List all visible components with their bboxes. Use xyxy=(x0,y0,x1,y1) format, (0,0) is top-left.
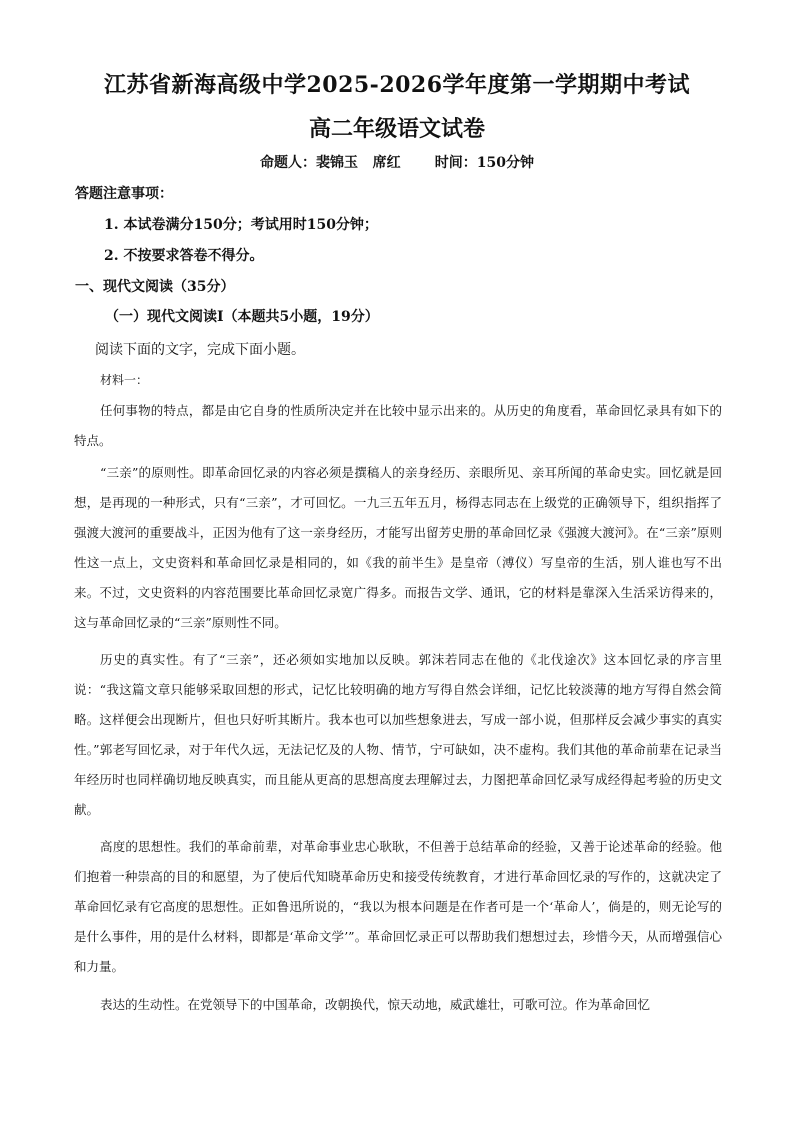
paragraph-intro: 任何事物的特点，都是由它自身的性质所决定并在比较中显示出来的。从历史的角度看，革命回忆录具有如下的特点。 xyxy=(74,403,722,448)
subsection-heading: （一）现代文阅读Ⅰ（本题共5小题，19分） xyxy=(105,309,379,325)
paragraph-authenticity: 历史的真实性。有了“三亲”，还必须如实地加以反映。郭沫若同志在他的《北伐途次》这本回忆录的序言里说：“我这篇文章只能够采取回想的形式，记忆比较明确的地方写得自然会详细，记忆比较淡薄的地方写得自然会简略。这样便会出现断片，但也只好听其断片。我本也可以加些想象进去，写成一部小说，但那样反会减少事实的真实性。”郭老写回忆录，对于年代久远，无法记忆及的人物、情节，宁可缺如，决不虚构。我们其他的革命前辈在记录当年经历时也同样确切地反映真实，而且能从更高的思想高度去理解过去，力图把革命回忆录写成经得起考验的历史文献。 xyxy=(74,652,722,817)
material-label: 材料一： xyxy=(100,373,149,387)
note-item-1: 1. 本试卷满分150分；考试用时150分钟； xyxy=(104,217,378,233)
reading-instruction: 阅读下面的文字，完成下面小题。 xyxy=(95,342,305,358)
exam-title: 江苏省新海高级中学2025-2026学年度第一学期期中考试 xyxy=(103,72,691,98)
paragraph-ideology: 高度的思想性。我们的革命前辈，对革命事业忠心耿耿，不但善于总结革命的经验，又善于论述革命的经验。他们抱着一种崇高的目的和愿望，为了使后代知晓革命历史和接受传统教育，才进行革命回忆录的写作的，这就决定了革命回忆录有它高度的思想性。正如鲁迅所说的，“我以为根本问题是在作者可是一个‘革命人’，倘是的，则无论写的是什么事件，用的是什么材料，即都是‘革命文学’”。革命回忆录正可以帮助我们想想过去，珍惜今天，从而增强信心和力量。 xyxy=(74,839,722,974)
exam-byline: 命题人：裴锦玉 席红 时间：150分钟 xyxy=(260,155,534,171)
paragraph-vividness: 表达的生动性。在党领导下的中国革命，改朝换代，惊天动地，威武雄壮，可歌可泣。作为革命回忆 xyxy=(100,997,651,1012)
exam-subtitle: 高二年级语文试卷 xyxy=(308,116,485,142)
note-item-2: 2. 不按要求答卷不得分。 xyxy=(104,248,264,264)
paragraph-three-personal: “三亲”的原则性。即革命回忆录的内容必须是撰稿人的亲身经历、亲眼所见、亲耳所闻的革命史实。回忆就是回想，是再现的一种形式，只有“三亲”，才可回忆。一九三五年五月，杨得志同志在上级党的正确领导下，组织指挥了强渡大渡河的重要战斗，正因为他有了这一亲身经历，才能写出留芳史册的革命回忆录《强渡大渡河》。在“三亲”原则性这一点上，文史资料和革命回忆录是相同的，如《我的前半生》是皇帝（溥仪）写皇帝的生活，别人谁也写不出来。不过，文史资料的内容范围要比革命回忆录宽广得多。而报告文学、通讯，它的材料是靠深入生活采访得来的，这与革命回忆录的“三亲”原则性不同。 xyxy=(74,465,722,630)
section-heading: 一、现代文阅读（35分） xyxy=(75,279,235,295)
notes-heading: 答题注意事项： xyxy=(75,186,173,202)
